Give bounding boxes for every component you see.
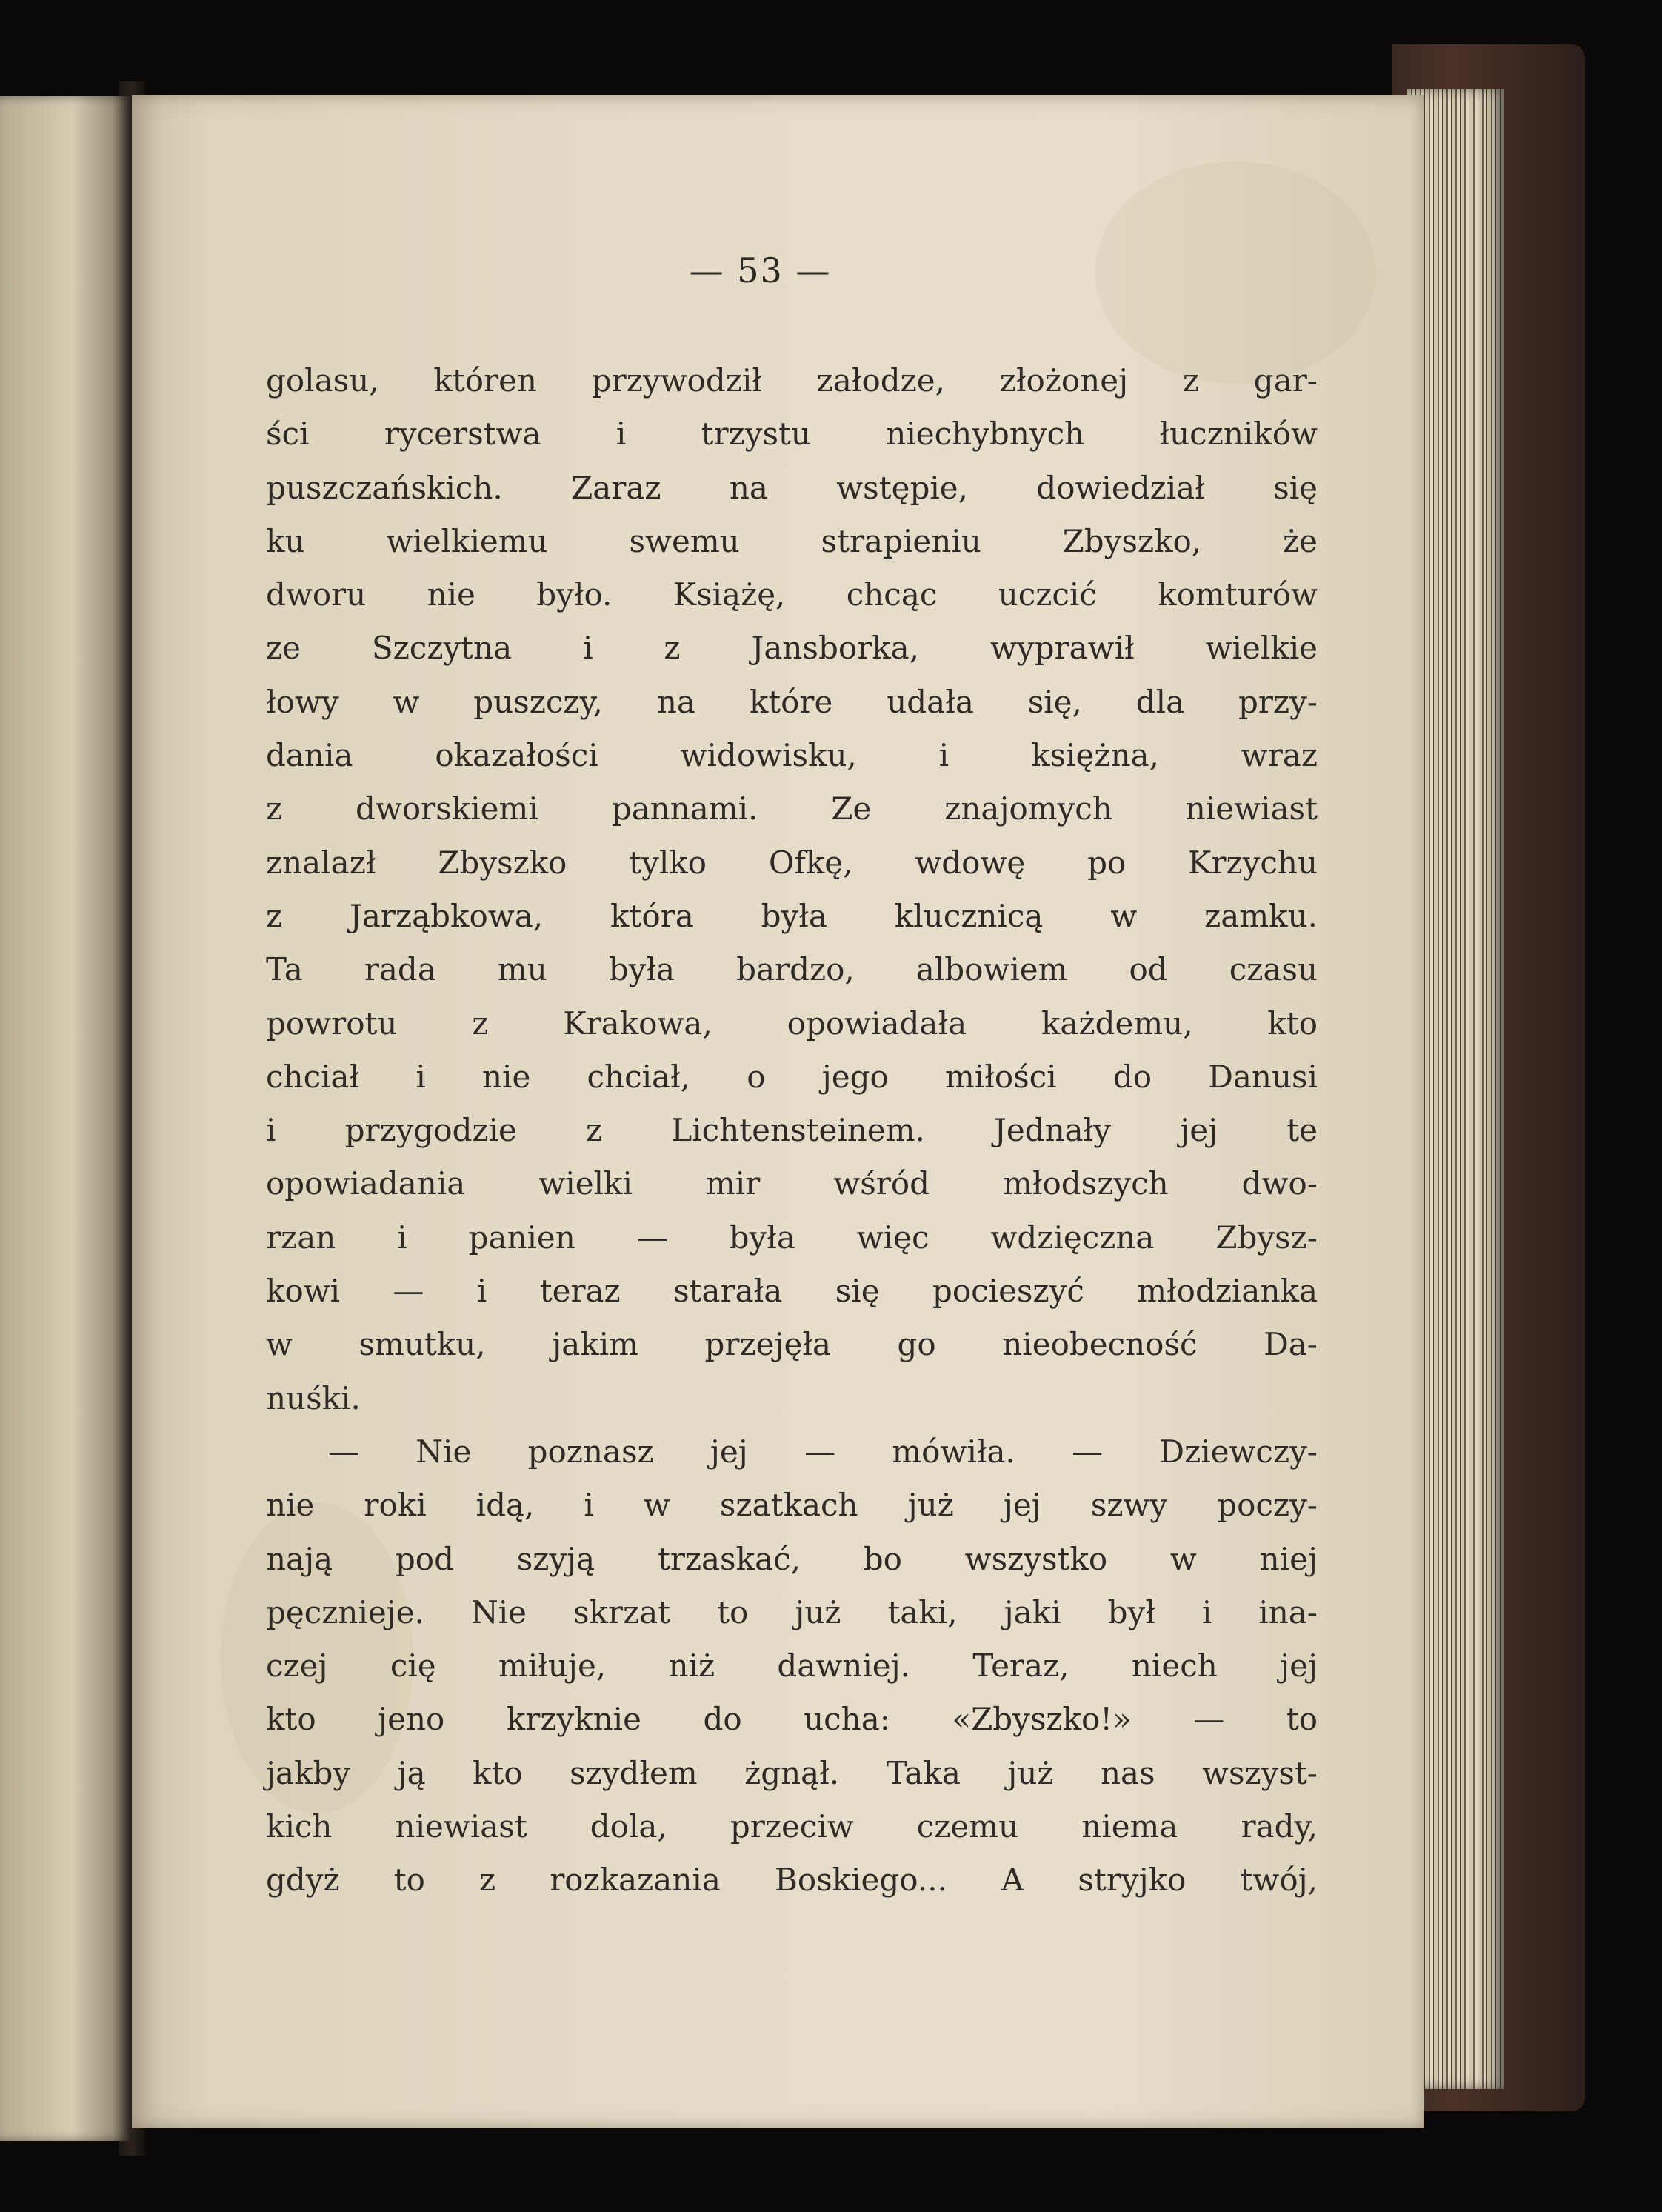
text-line: golasu, któren przywodził załodze, złożonej z gar-: [266, 362, 1318, 399]
text-line: nuśki.: [266, 1379, 361, 1416]
page-number-text: — 53 —: [689, 250, 832, 290]
text-line: — Nie poznasz jej — mówiła. — Dziewczy-: [328, 1433, 1318, 1470]
text-line: nają pod szyją trzaskać, bo wszystko w niej: [266, 1540, 1318, 1577]
text-line: puszczańskich. Zaraz na wstępie, dowiedział się: [266, 469, 1318, 506]
text-line: opowiadania wielki mir wśród młodszych dwo-: [266, 1165, 1318, 1202]
text-line: dworu nie było. Książę, chcąc uczcić komturów: [266, 576, 1318, 613]
text-line: powrotu z Krakowa, opowiadała każdemu, kto: [266, 1005, 1318, 1042]
text-line: ze Szczytna i z Jansborka, wyprawił wielkie: [266, 630, 1318, 667]
text-line: pęcznieje. Nie skrzat to już taki, jaki był i ina-: [266, 1593, 1318, 1630]
text-line: ku wielkiemu swemu strapieniu Zbyszko, że: [266, 522, 1318, 559]
text-line: łowy w puszczy, na które udała się, dla przy-: [266, 683, 1318, 720]
text-line: jakby ją kto szydłem żgnął. Taka już nas wszyst-: [266, 1754, 1318, 1791]
text-line: z dworskiemi pannami. Ze znajomych niewiast: [266, 790, 1318, 827]
text-line: czej cię miłuje, niż dawniej. Teraz, niech jej: [266, 1648, 1318, 1685]
text-line: rzan i panien — była więc wdzięczna Zbysz-: [266, 1219, 1318, 1256]
text-line: nie roki idą, i w szatkach już jej szwy poczy-: [266, 1487, 1318, 1524]
text-line: Ta rada mu była bardzo, albowiem od czasu: [266, 951, 1318, 988]
text-line: z Jarząbkowa, która była klucznicą w zamku.: [266, 897, 1318, 934]
text-line: kich niewiast dola, przeciw czemu niema rady,: [266, 1808, 1318, 1845]
text-line: i przygodzie z Lichtensteinem. Jednały jej te: [266, 1112, 1318, 1149]
text-line: kto jeno krzyknie do ucha: «Zbyszko!» — to: [266, 1701, 1318, 1738]
text-line: chciał i nie chciał, o jego miłości do Danusi: [266, 1058, 1318, 1095]
text-line: dania okazałości widowisku, i księżna, wraz: [266, 737, 1318, 774]
text-line: gdyż to z rozkazania Boskiego... A stryjko twój,: [266, 1862, 1318, 1899]
text-line: znalazł Zbyszko tylko Ofkę, wdowę po Krzychu: [266, 844, 1318, 881]
text-line: kowi — i teraz starała się pocieszyć młodzianka: [266, 1273, 1318, 1310]
text-line: ści rycerstwa i trzystu niechybnych łuczników: [266, 416, 1318, 453]
text-line: w smutku, jakim przejęła go nieobecność Da-: [266, 1326, 1318, 1363]
book-page: [132, 95, 1424, 2128]
previous-page-edge: [0, 96, 132, 2141]
page-number: [132, 250, 1424, 290]
page-text: [266, 354, 1318, 1908]
